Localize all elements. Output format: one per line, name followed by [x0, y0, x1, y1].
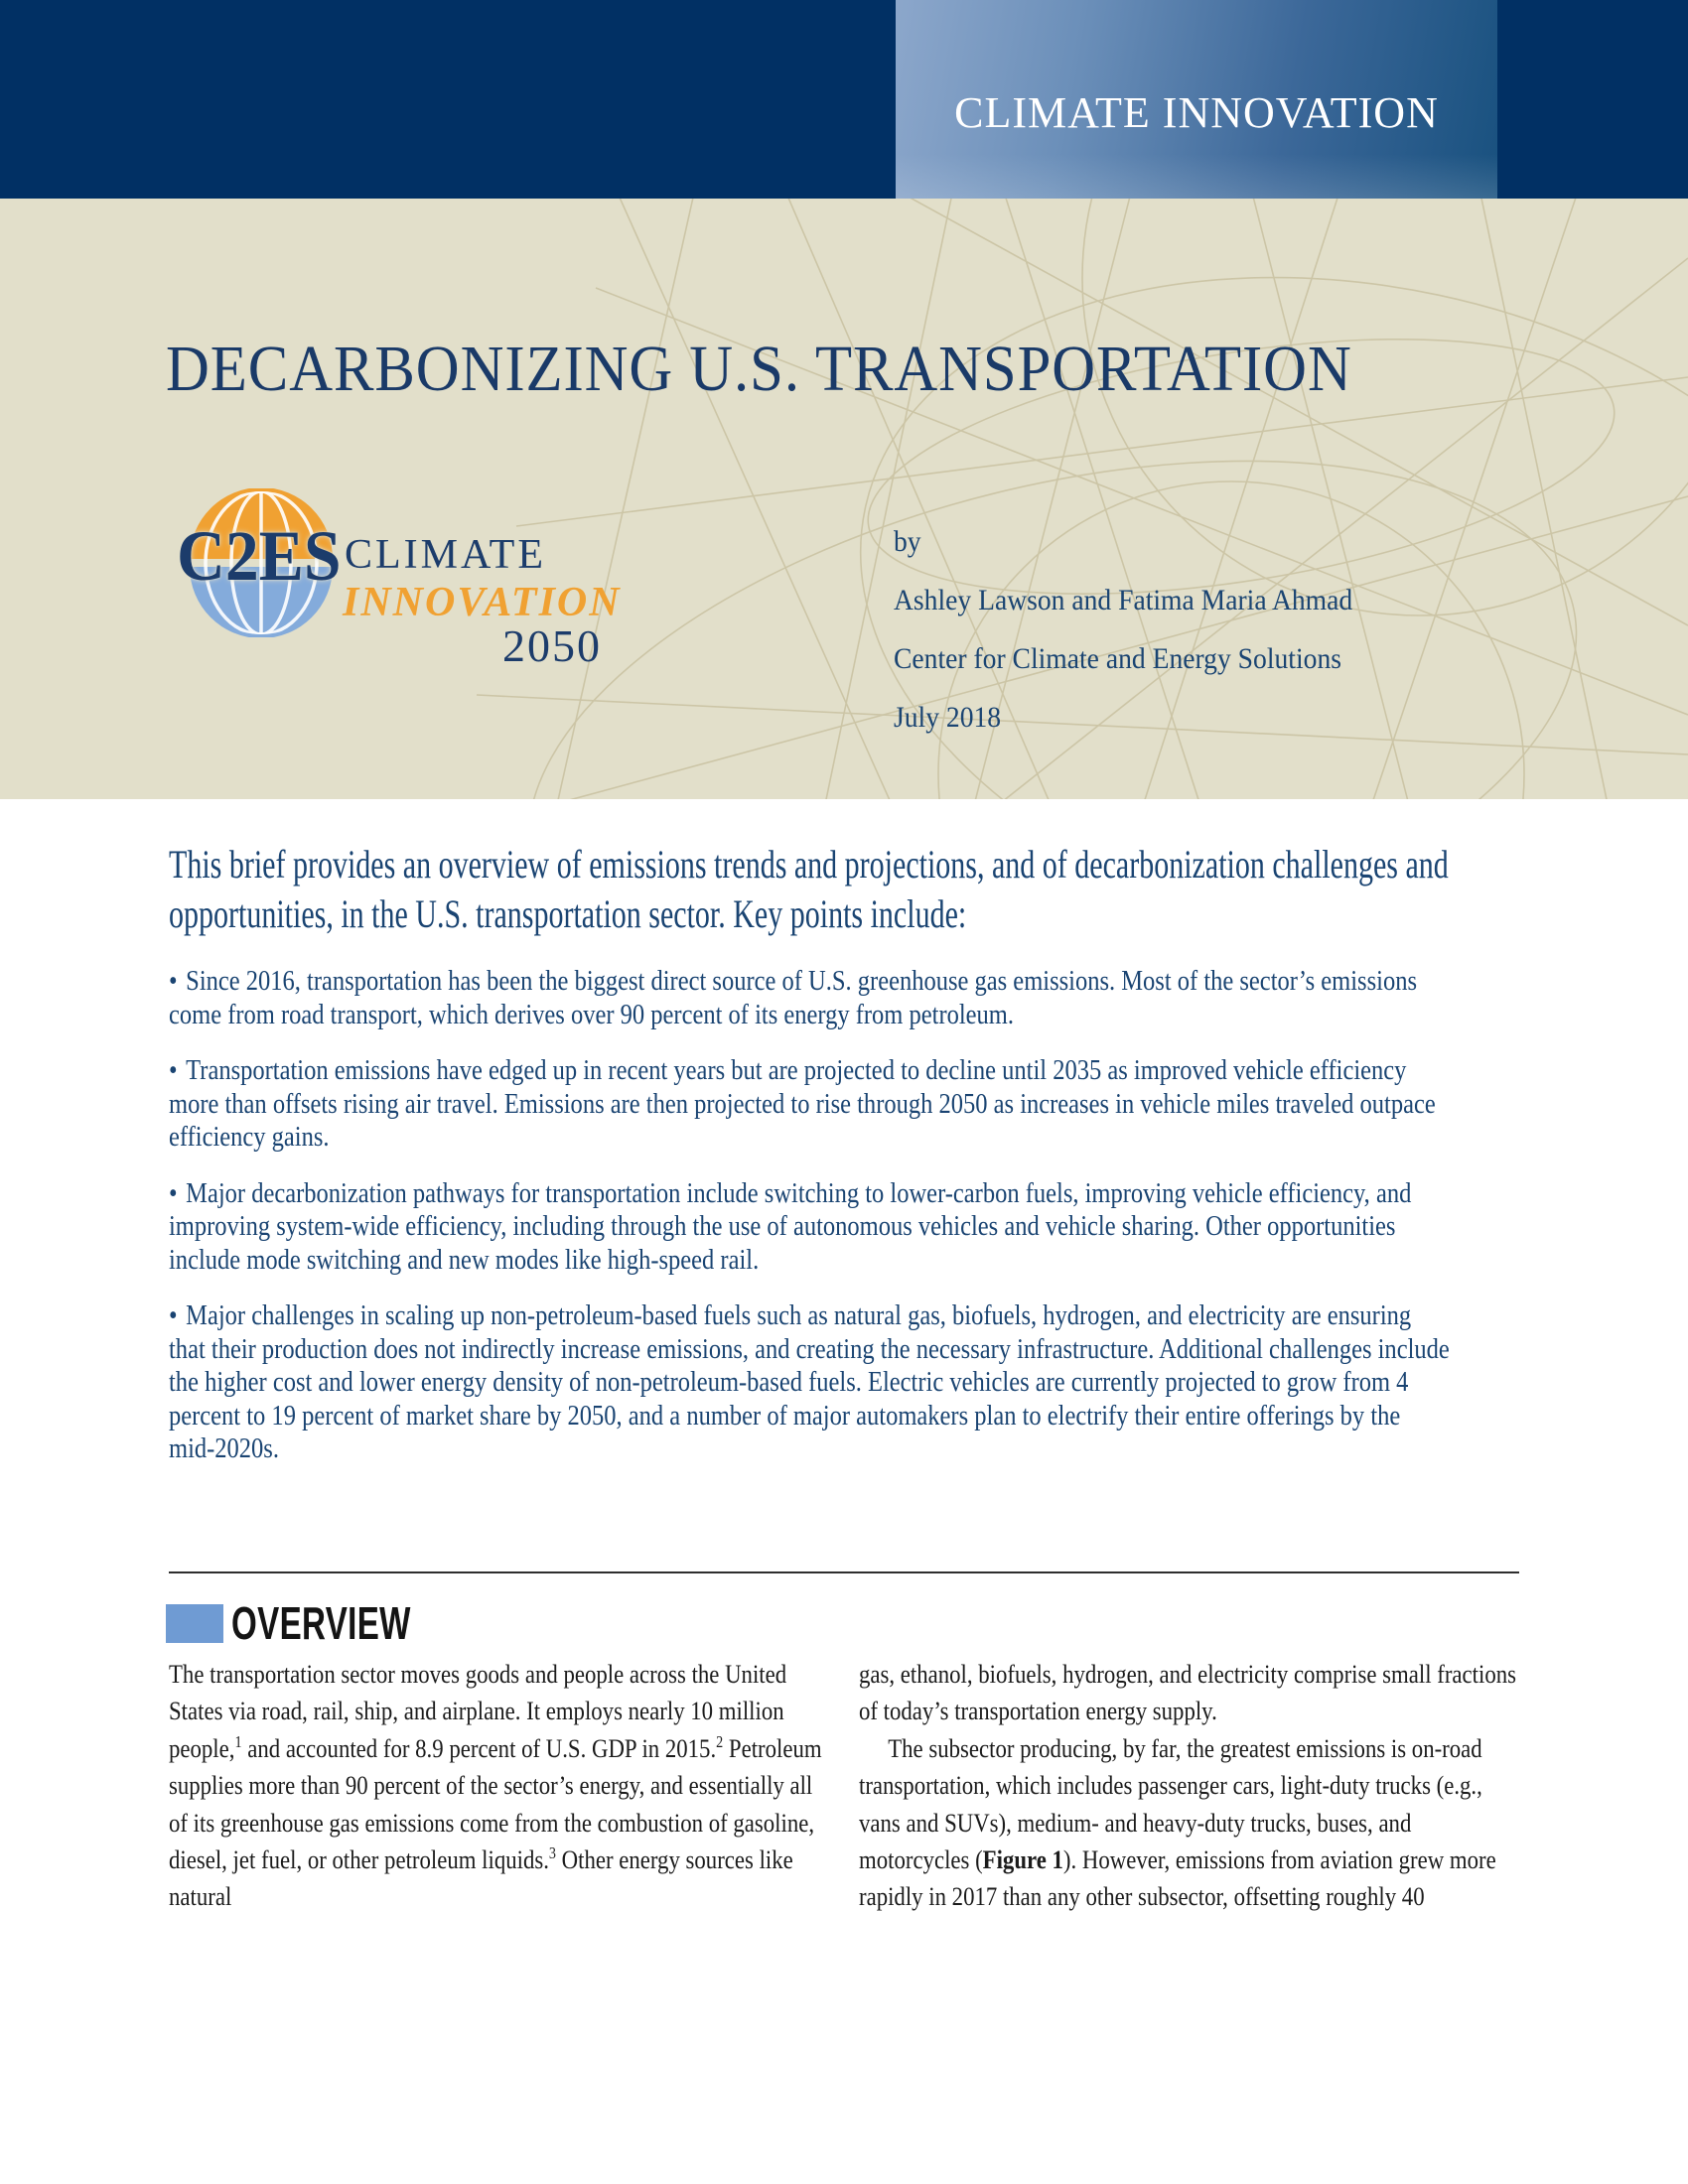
byline-organization: Center for Climate and Energy Solutions [894, 642, 1341, 675]
body-column-right [859, 1656, 1519, 1916]
section-divider-rule [169, 1571, 1519, 1573]
bullet-text: Transportation emissions have edged up in recent years but are projected to decline until 2035 as improved vehicle efficiency more than offsets rising air travel. Emissions are then projected to rise through 2050 as increases in vehicle miles traveled outpace efficiency gains. [169, 1055, 1436, 1153]
bullet-text: Major decarbonization pathways for transportation include switching to lower-carbon fuels, improving vehicle efficiency, and improving system-wide efficiency, including through the use of autonomous vehicles and vehicle sharing. Other opportunities include mode switching and new modes like high-speed rail. [169, 1177, 1412, 1276]
byline [894, 512, 1352, 747]
paragraph: The subsector producing, by far, the greatest emissions is on-road transportation, which includes passenger cars, light-duty trucks (e.g., vans and SUVs), medium- and heavy-duty trucks, buses, and motorcycles (Figure 1). However, emissions from aviation grew more rapidly in 2017 than any other subsector, offsetting roughly 40 [859, 1732, 1496, 1912]
summary-intro: This brief provides an overview of emissions trends and projections, and of decarbonization challenges and opportunities, in the U.S. transportation sector. Key points include: [169, 842, 1449, 936]
byline-prefix: by [894, 525, 921, 558]
logo-text-innovation: INNOVATION [343, 580, 622, 625]
paragraph: The transportation sector moves goods and people across the United States via road, rail, ship, and airplane. It employs nearly 10 million people,$^1$ and accounted for 8.9 percent of U.S. GDP in 2015.$^2$ Petroleum supplies more than 90 percent of the sector’s energy, and essentially all of its greenhouse gas emissions come from the combustion of gasoline, diesel, jet fuel, or other petroleum liquids.$^3$ Other energy sources like natural [169, 1659, 822, 1912]
masthead [0, 199, 1688, 799]
byline-date: July 2018 [894, 701, 1002, 734]
bullet-item [169, 965, 1450, 1031]
section-heading-square [166, 1604, 223, 1643]
bullet-item [169, 1054, 1450, 1155]
banner-series-label: CLIMATE INNOVATION [954, 88, 1439, 137]
logo-wordmark: C2ES [177, 516, 342, 596]
byline-authors: Ashley Lawson and Fatima Maria Ahmad [894, 584, 1353, 616]
bullet-marker: • [169, 966, 178, 997]
top-banner [0, 0, 1688, 199]
logo-text-climate: CLIMATE [345, 532, 546, 578]
bullet-item [169, 1299, 1450, 1466]
logo-text-2050: 2050 [502, 620, 602, 671]
bullet-item [169, 1177, 1450, 1278]
body-column-left [169, 1656, 824, 1916]
document-title: DECARBONIZING U.S. TRANSPORTATION [166, 333, 1352, 405]
bullet-marker: • [169, 1055, 178, 1086]
section-heading-overview: OVERVIEW [231, 1597, 411, 1649]
bullet-text: Since 2016, transportation has been the biggest direct source of U.S. greenhouse gas emissions. Most of the sector’s emissions come from road transport, which derives over 90 percent of its energy from petroleum. [169, 966, 1417, 1030]
bullet-marker: • [169, 1300, 178, 1331]
bullet-marker: • [169, 1177, 178, 1209]
bullet-text: Major challenges in scaling up non-petroleum-based fuels such as natural gas, biofuels, hydrogen, and electricity are ensuring that their production does not indirectly increase emissions, and creating the necessary infrastructure. Additional challenges include the higher cost and lower energy density of non-petroleum-based fuels. Electric vehicles are currently projected to grow from 4 percent to 19 percent of market share by 2050, and a number of major automakers plan to electrify their entire offerings by the mid-2020s. [169, 1300, 1450, 1464]
paragraph: gas, ethanol, biofuels, hydrogen, and electricity comprise small fractions of today’s transportation energy supply. [859, 1659, 1516, 1726]
summary-bullet-list [169, 965, 1450, 1489]
